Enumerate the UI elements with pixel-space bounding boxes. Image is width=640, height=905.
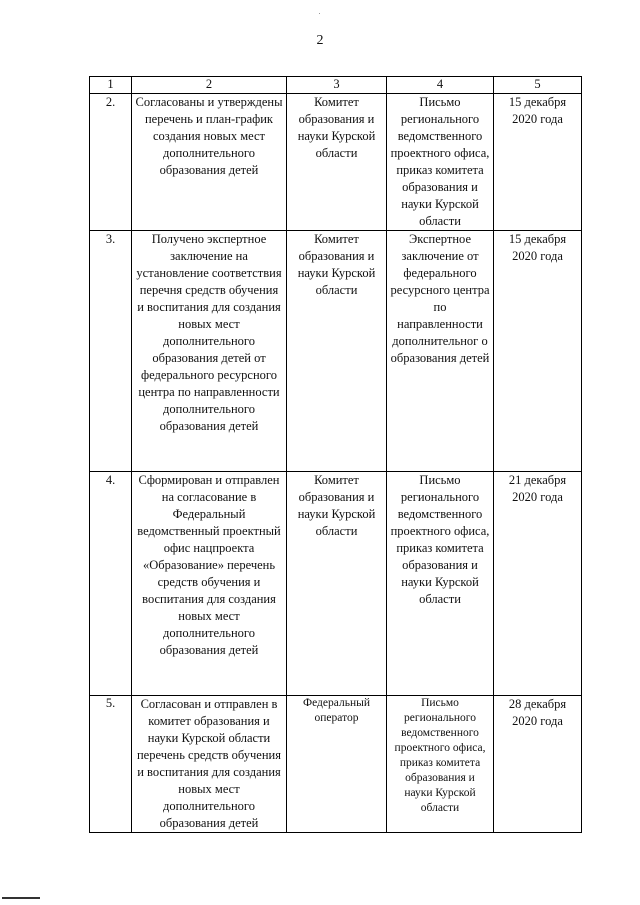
document-cell: Письмо регионального ведомственного проектного офиса, приказ комитета образования и науки Курской области [387, 696, 494, 833]
header-cell-5: 5 [494, 77, 582, 94]
header-cell-2: 2 [132, 77, 287, 94]
table-header-row [90, 77, 582, 94]
scan-speck [319, 13, 320, 14]
date-cell: 28 декабря 2020 года [494, 696, 582, 833]
row-number: 2. [90, 94, 132, 231]
table-row [90, 472, 582, 696]
table-row [90, 231, 582, 472]
event-cell: Согласован и отправлен в комитет образования и науки Курской области перечень средств обучения и воспитания для создания новых мест дополнительного образования детей [132, 696, 287, 833]
date-cell: 15 декабря 2020 года [494, 231, 582, 472]
date-cell: 21 декабря 2020 года [494, 472, 582, 696]
table-row [90, 696, 582, 833]
date-cell: 15 декабря 2020 года [494, 94, 582, 231]
event-cell: Сформирован и отправлен на согласование в Федеральный ведомственный проектный офис нацпроекта «Образование» перечень средств обучения и воспитания для создания новых мест дополнительного образования детей [132, 472, 287, 696]
document-cell: Письмо регионального ведомственного проектного офиса, приказ комитета образования и науки Курской области [387, 472, 494, 696]
responsible-cell: Федеральный оператор [287, 696, 387, 833]
row-number: 4. [90, 472, 132, 696]
responsible-cell: Комитет образования и науки Курской области [287, 472, 387, 696]
events-table [89, 76, 582, 833]
table-row [90, 94, 582, 231]
header-cell-4: 4 [387, 77, 494, 94]
page-number: 2 [316, 33, 324, 48]
responsible-cell: Комитет образования и науки Курской области [287, 231, 387, 472]
document-cell: Письмо регионального ведомственного проектного офиса, приказ комитета образования и науки Курской области [387, 94, 494, 231]
event-cell: Получено экспертное заключение на установление соответствия перечня средств обучения и воспитания для создания новых мест дополнительного образования детей от федерального ресурсного центра по направленности дополнительного образования детей [132, 231, 287, 472]
header-cell-3: 3 [287, 77, 387, 94]
header-cell-1: 1 [90, 77, 132, 94]
event-cell: Согласованы и утверждены перечень и план-график создания новых мест дополнительного образования детей [132, 94, 287, 231]
row-number: 3. [90, 231, 132, 472]
responsible-cell: Комитет образования и науки Курской области [287, 94, 387, 231]
footer-mark [2, 897, 40, 899]
document-cell: Экспертное заключение от федерального ресурсного центра по направленности дополнительног о образования детей [387, 231, 494, 472]
row-number: 5. [90, 696, 132, 833]
